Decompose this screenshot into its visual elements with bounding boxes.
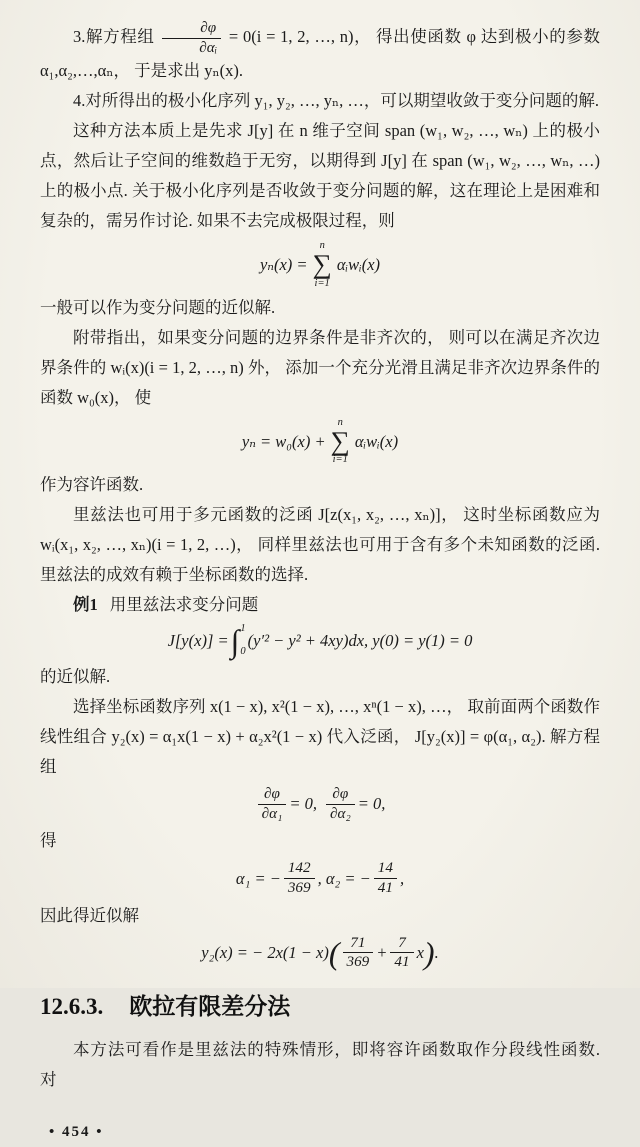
partial-phi-alpha2-fraction bbox=[326, 786, 355, 822]
example-text: 用里兹法求变分问题 bbox=[109, 594, 259, 614]
fraction-numerator: 14 bbox=[374, 860, 397, 879]
alpha2-value-fraction bbox=[374, 860, 397, 896]
alpha2-lhs: , α₂ = − bbox=[317, 868, 371, 888]
paragraph-get: 得 bbox=[40, 831, 57, 851]
sigma-symbol: ∑ bbox=[312, 248, 332, 279]
paragraph-boundary-note: 附带指出，如果变分问题的边界条件是非齐次的， 则可以在满足齐次边界条件的 wᵢ(x)(i = 1, 2, …, n) 外， 添加一个充分光滑且满足非齐次边界条件的函数 w₀(x)， 使 bbox=[40, 328, 600, 408]
alpha1-lhs: α₁ = − bbox=[235, 868, 281, 888]
paragraph-example1 bbox=[40, 590, 600, 620]
coefficient-fraction-2 bbox=[390, 935, 413, 971]
fraction-denominator: 41 bbox=[377, 878, 393, 896]
formula-yn-w0-sum bbox=[40, 417, 600, 466]
paragraph-method-description: 这种方法本质上是先求 J[y] 在 n 维子空间 span (w₁, w₂, …, wₙ) 上的极小点，然后让子空间的维数趋于无穷，以期得到 J[y] 在 span (w₁, w₂, …, wₙ, …) 上的极小点. 关于极小化序列是否收敛于变分问题的解，这在理论上是困难和复杂的，需另作讨论. 如果不去完成极限过程，则 bbox=[40, 121, 600, 231]
fraction-numerator: ∂φ bbox=[162, 20, 221, 39]
step3-text-post: = 0(i = 1, 2, …, n)， 得出使函数 φ 达到极小的参数 α₁,α₂,…,αₙ， 于是求出 yₙ(x). bbox=[40, 26, 601, 81]
formula-rhs: (y′² − y² + 4xy)dx, y(0) = y(1) = 0 bbox=[247, 630, 473, 650]
paragraph-therefore: 因此得近似解 bbox=[40, 905, 139, 925]
paragraph-choose-coordinates: 选择坐标函数序列 x(1 − x), x²(1 − x), …, xⁿ(1 − x), …， 取前面两个函数作线性组合 y₂(x) = α₁x(1 − x) + α₂x²(1 − x) 代入泛函， J[y₂(x)] = φ(α₁, α₂). 解方程组 bbox=[40, 696, 600, 776]
formula-lhs: yₙ = w₀(x) + bbox=[241, 431, 326, 451]
paragraph-approximate-solution: 一般可以作为变分问题的近似解. bbox=[40, 298, 276, 318]
example-label: 例1 bbox=[73, 594, 98, 614]
close-paren: ) bbox=[423, 934, 435, 971]
formula-rhs: αᵢwᵢ(x) bbox=[354, 431, 399, 451]
sum-upper-limit: n bbox=[319, 240, 325, 252]
step3-text-pre: 3.解方程组 bbox=[73, 26, 160, 46]
section-title: 欧拉有限差分法 bbox=[129, 993, 291, 1020]
summation-operator bbox=[331, 417, 350, 466]
fraction-denominator: ∂α₁ bbox=[261, 804, 283, 822]
section-heading bbox=[40, 993, 600, 1021]
x-variable: x bbox=[416, 942, 424, 962]
sum-upper-limit: n bbox=[337, 417, 343, 429]
formula-alpha-values bbox=[40, 860, 600, 896]
formula-yn-sum bbox=[40, 240, 600, 289]
equals-zero-text: = 0, bbox=[289, 794, 317, 814]
fraction-numerator: 142 bbox=[284, 860, 315, 879]
fraction-denominator: ∂αᵢ bbox=[199, 38, 218, 56]
formula-lhs: y₂(x) = − 2x(1 − x) bbox=[201, 942, 329, 962]
sigma-symbol: ∑ bbox=[330, 425, 350, 456]
paragraph-approximate-solution-2: 的近似解. bbox=[40, 666, 111, 686]
sum-lower-limit: i=1 bbox=[332, 454, 348, 466]
period-text: . bbox=[434, 942, 439, 962]
sum-lower-limit: i=1 bbox=[314, 277, 330, 289]
fraction-denominator: 369 bbox=[346, 953, 370, 971]
formula-functional-integral bbox=[40, 624, 600, 658]
formula-partial-derivatives-zero bbox=[40, 786, 600, 822]
alpha1-value-fraction bbox=[284, 860, 315, 896]
partial-phi-alpha1-fraction bbox=[258, 786, 287, 822]
comma-text: , bbox=[399, 868, 405, 888]
summation-operator bbox=[313, 240, 332, 289]
paragraph-step4: 4.对所得出的极小化序列 y₁, y₂, …, yₙ, …，可以期望收敛于变分问题的解. bbox=[73, 91, 600, 111]
fraction-numerator: 7 bbox=[390, 935, 413, 954]
paragraph-step3 bbox=[40, 20, 600, 86]
integral-upper-limit: 1 bbox=[240, 622, 246, 634]
formula-rhs: αᵢwᵢ(x) bbox=[336, 254, 381, 274]
fraction-numerator: 71 bbox=[343, 935, 374, 954]
fraction-numerator: ∂φ bbox=[326, 786, 355, 805]
partial-phi-alpha-i-fraction bbox=[162, 20, 221, 56]
paragraph-ritz-multivariate: 里兹法也可用于多元函数的泛函 J[z(x₁, x₂, …, xₙ)]， 这时坐标函数应为 wᵢ(x₁, x₂, …, xₙ)(i = 1, 2, …)， 同样里兹法也可用于含有多个未知函数的泛函. 里兹法的成效有赖于坐标函数的选择. bbox=[40, 504, 600, 584]
integral-lower-limit: 0 bbox=[240, 646, 246, 658]
paragraph-euler-method-intro: 本方法可看作是里兹法的特殊情形，即将容许函数取作分段线性函数. 对 bbox=[40, 1039, 617, 1089]
fraction-denominator: ∂α₂ bbox=[330, 804, 351, 822]
section-number: 12.6.3. bbox=[40, 994, 104, 1020]
integral-operator bbox=[231, 624, 246, 658]
plus-sign: + bbox=[376, 942, 388, 962]
paragraph-admissible-function: 作为容许函数. bbox=[40, 474, 144, 494]
equals-zero-text: = 0, bbox=[357, 794, 386, 814]
coefficient-fraction-1 bbox=[343, 935, 374, 971]
formula-lhs: J[y(x)] = bbox=[167, 630, 229, 650]
open-paren: ( bbox=[328, 934, 340, 971]
formula-lhs: yₙ(x) = bbox=[259, 254, 308, 274]
fraction-denominator: 369 bbox=[287, 878, 311, 896]
integral-limits bbox=[240, 624, 245, 658]
fraction-numerator: ∂φ bbox=[258, 786, 287, 805]
formula-y2-solution bbox=[40, 935, 600, 971]
fraction-denominator: 41 bbox=[394, 953, 410, 971]
integral-symbol: ∫ bbox=[230, 622, 240, 659]
page-number: • 454 • bbox=[49, 1123, 104, 1140]
